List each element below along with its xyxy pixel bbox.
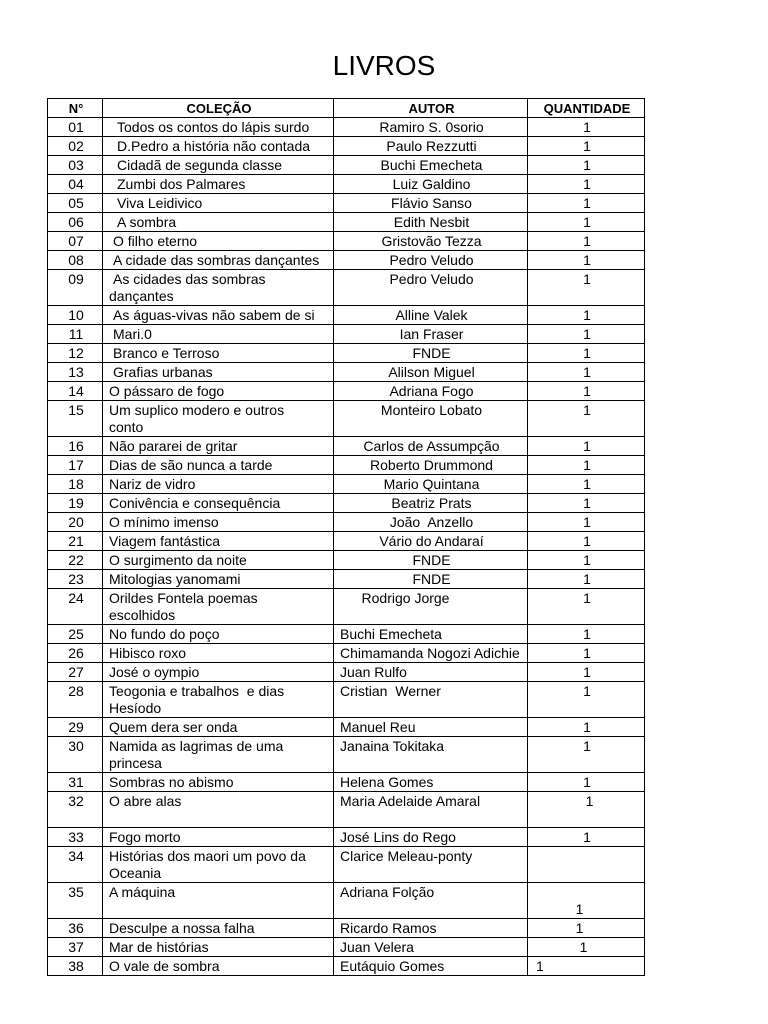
- collection-cell: [103, 306, 334, 325]
- table-row: [48, 682, 645, 718]
- quantity-cell: 1: [528, 475, 645, 494]
- table-row: [48, 325, 645, 344]
- quantity-cell: 1: [528, 570, 645, 589]
- table-row: [48, 232, 645, 251]
- quantity-cell: [528, 847, 645, 883]
- quantity-cell: 1: [528, 251, 645, 270]
- collection-title: Sombras no abismo: [109, 774, 234, 790]
- author-cell: Adriana Fogo: [334, 382, 528, 401]
- collection-title: Grafias urbanas: [113, 364, 213, 380]
- row-number: 22: [48, 551, 103, 570]
- table-row: [48, 456, 645, 475]
- collection-title: José o oympio: [109, 664, 200, 680]
- collection-cell: [103, 513, 334, 532]
- row-number: 20: [48, 513, 103, 532]
- row-number: 10: [48, 306, 103, 325]
- collection-cell: [103, 137, 334, 156]
- collection-title: O surgimento da noite: [109, 552, 247, 568]
- collection-cell: [103, 828, 334, 847]
- quantity-cell: 1: [528, 156, 645, 175]
- author-cell: Adriana Folção: [334, 883, 528, 919]
- quantity-cell: 1: [528, 270, 645, 306]
- author-cell: José Lins do Rego: [334, 828, 528, 847]
- author-cell: Gristovão Tezza: [334, 232, 528, 251]
- collection-title: Branco e Terroso: [113, 345, 220, 361]
- row-number: 29: [48, 718, 103, 737]
- collection-cell: [103, 883, 334, 919]
- author-cell: Luiz Galdino: [334, 175, 528, 194]
- author-cell: Beatriz Prats: [334, 494, 528, 513]
- collection-title: Teogonia e trabalhos e dias Hesíodo: [109, 683, 289, 716]
- row-number: 30: [48, 737, 103, 773]
- row-number: 07: [48, 232, 103, 251]
- author-cell: Paulo Rezzutti: [334, 137, 528, 156]
- row-number: 33: [48, 828, 103, 847]
- author-cell: Alline Valek: [334, 306, 528, 325]
- table-row: [48, 137, 645, 156]
- collection-cell: [103, 344, 334, 363]
- table-row: [48, 213, 645, 232]
- table-row: [48, 773, 645, 792]
- collection-title: A sombra: [117, 214, 177, 230]
- collection-title: O abre alas: [109, 793, 182, 809]
- quantity-cell: 1: [528, 919, 645, 938]
- collection-cell: [103, 270, 334, 306]
- table-row: [48, 663, 645, 682]
- collection-cell: [103, 773, 334, 792]
- quantity-cell: 1: [528, 718, 645, 737]
- table-row: [48, 570, 645, 589]
- table-row: [48, 382, 645, 401]
- quantity-cell: 1: [528, 589, 645, 625]
- quantity-cell: 1: [528, 175, 645, 194]
- table-row: [48, 625, 645, 644]
- row-number: 04: [48, 175, 103, 194]
- collection-title: Mar de histórias: [109, 939, 209, 955]
- collection-title: Hibisco roxo: [109, 645, 187, 661]
- author-cell: Flávio Sanso: [334, 194, 528, 213]
- collection-cell: [103, 737, 334, 773]
- author-cell: Mario Quintana: [334, 475, 528, 494]
- row-number: 37: [48, 938, 103, 957]
- collection-cell: [103, 118, 334, 137]
- collection-cell: [103, 232, 334, 251]
- collection-title: O vale de sombra: [109, 958, 220, 974]
- author-cell: Chimamanda Nogozi Adichie: [334, 644, 528, 663]
- author-cell: Edith Nesbit: [334, 213, 528, 232]
- collection-cell: [103, 570, 334, 589]
- collection-cell: [103, 589, 334, 625]
- quantity-cell: 1: [528, 363, 645, 382]
- collection-cell: [103, 382, 334, 401]
- quantity-cell: 1: [528, 773, 645, 792]
- author-cell: Pedro Veludo: [334, 270, 528, 306]
- collection-cell: [103, 532, 334, 551]
- table-row: [48, 957, 645, 976]
- quantity-cell: 1: [528, 118, 645, 137]
- quantity-cell: 1: [528, 325, 645, 344]
- row-number: 28: [48, 682, 103, 718]
- author-cell: Manuel Reu: [334, 718, 528, 737]
- table-header: [48, 99, 645, 118]
- author-cell: Helena Gomes: [334, 773, 528, 792]
- author-cell: Ian Fraser: [334, 325, 528, 344]
- table-row: [48, 589, 645, 625]
- author-cell: Buchi Emecheta: [334, 625, 528, 644]
- table-row: [48, 401, 645, 437]
- collection-title: Não pararei de gritar: [109, 438, 238, 454]
- collection-title: Um suplico modero e outros conto: [109, 402, 288, 435]
- header-row: [48, 99, 645, 118]
- quantity-cell: 1: [528, 382, 645, 401]
- author-cell: Buchi Emecheta: [334, 156, 528, 175]
- collection-title: A cidade das sombras dançantes: [113, 252, 320, 268]
- collection-cell: [103, 957, 334, 976]
- quantity-cell: 1: [528, 137, 645, 156]
- quantity-cell: 1: [528, 938, 645, 957]
- collection-cell: [103, 938, 334, 957]
- collection-cell: [103, 156, 334, 175]
- table-row: [48, 363, 645, 382]
- collection-cell: [103, 792, 334, 828]
- table-row: [48, 919, 645, 938]
- author-cell: FNDE: [334, 551, 528, 570]
- table-row: [48, 644, 645, 663]
- collection-title: As cidades das sombras dançantes: [109, 271, 270, 304]
- table-row: [48, 718, 645, 737]
- collection-cell: [103, 919, 334, 938]
- table-row: [48, 737, 645, 773]
- row-number: 34: [48, 847, 103, 883]
- quantity-cell: 1: [528, 532, 645, 551]
- collection-cell: [103, 663, 334, 682]
- collection-title: A máquina: [109, 884, 176, 900]
- row-number: 32: [48, 792, 103, 828]
- row-number: 26: [48, 644, 103, 663]
- quantity-cell: 1: [528, 344, 645, 363]
- table-row: [48, 847, 645, 883]
- quantity-cell: 1: [528, 401, 645, 437]
- author-cell: Alilson Miguel: [334, 363, 528, 382]
- header-quantity: QUANTIDADE: [528, 99, 645, 118]
- row-number: 12: [48, 344, 103, 363]
- collection-title: Quem dera ser onda: [109, 719, 238, 735]
- collection-cell: [103, 682, 334, 718]
- author-cell: Clarice Meleau-ponty: [334, 847, 528, 883]
- row-number: 27: [48, 663, 103, 682]
- row-number: 21: [48, 532, 103, 551]
- row-number: 24: [48, 589, 103, 625]
- table-row: [48, 270, 645, 306]
- author-cell: FNDE: [334, 344, 528, 363]
- author-cell: Cristian Werner: [334, 682, 528, 718]
- table-row: [48, 938, 645, 957]
- collection-cell: [103, 437, 334, 456]
- collection-title: As águas-vivas não sabem de si: [113, 307, 315, 323]
- row-number: 15: [48, 401, 103, 437]
- collection-cell: [103, 456, 334, 475]
- quantity-cell: 1: [528, 213, 645, 232]
- quantity-cell: 1: [528, 551, 645, 570]
- quantity-cell: 1: [528, 957, 645, 976]
- table-row: [48, 251, 645, 270]
- quantity-cell: 1: [528, 232, 645, 251]
- collection-title: O filho eterno: [113, 233, 198, 249]
- row-number: 36: [48, 919, 103, 938]
- row-number: 25: [48, 625, 103, 644]
- table-row: [48, 792, 645, 828]
- row-number: 09: [48, 270, 103, 306]
- table-row: [48, 175, 645, 194]
- collection-title: Mitologias yanomami: [109, 571, 241, 587]
- author-cell: Juan Rulfo: [334, 663, 528, 682]
- quantity-cell: 1: [528, 494, 645, 513]
- collection-title: Desculpe a nossa falha: [109, 920, 255, 936]
- author-cell: Pedro Veludo: [334, 251, 528, 270]
- table-row: [48, 475, 645, 494]
- collection-title: Fogo morto: [109, 829, 181, 845]
- collection-title: D.Pedro a história não contada: [117, 138, 311, 154]
- quantity-cell: 1: [528, 828, 645, 847]
- collection-cell: [103, 847, 334, 883]
- collection-cell: [103, 325, 334, 344]
- books-table: [47, 98, 645, 976]
- row-number: 14: [48, 382, 103, 401]
- collection-title: Viva Leidivico: [117, 195, 203, 211]
- row-number: 03: [48, 156, 103, 175]
- author-cell: Ramiro S. 0sorio: [334, 118, 528, 137]
- table-row: [48, 437, 645, 456]
- table-body: [48, 118, 645, 976]
- table-row: [48, 513, 645, 532]
- table-row: [48, 344, 645, 363]
- author-cell: Carlos de Assumpção: [334, 437, 528, 456]
- quantity-cell: 1: [528, 644, 645, 663]
- quantity-cell: 1: [528, 513, 645, 532]
- collection-cell: [103, 718, 334, 737]
- quantity-cell: 1: [528, 883, 645, 919]
- quantity-cell: 1: [528, 737, 645, 773]
- collection-cell: [103, 363, 334, 382]
- table-row: [48, 532, 645, 551]
- header-number: N°: [48, 99, 103, 118]
- collection-title: Mari.0: [113, 326, 152, 342]
- header-author: AUTOR: [334, 99, 528, 118]
- author-cell: Monteiro Lobato: [334, 401, 528, 437]
- table-row: [48, 883, 645, 919]
- author-cell: Juan Velera: [334, 938, 528, 957]
- row-number: 19: [48, 494, 103, 513]
- author-cell: Eutáquio Gomes: [334, 957, 528, 976]
- page-title: LIVROS: [332, 50, 436, 81]
- collection-title: Orildes Fontela poemas escolhidos: [109, 590, 262, 623]
- collection-title: Cidadã de segunda classe: [117, 157, 283, 173]
- collection-cell: [103, 251, 334, 270]
- row-number: 18: [48, 475, 103, 494]
- row-number: 16: [48, 437, 103, 456]
- quantity-cell: 1: [528, 682, 645, 718]
- collection-title: Todos os contos do lápis surdo: [117, 119, 310, 135]
- author-cell: Maria Adelaide Amaral: [334, 792, 528, 828]
- collection-title: Dias de são nunca a tarde: [109, 457, 273, 473]
- quantity-cell: 1: [528, 663, 645, 682]
- collection-title: No fundo do poço: [109, 626, 220, 642]
- row-number: 06: [48, 213, 103, 232]
- table-row: [48, 551, 645, 570]
- collection-cell: [103, 213, 334, 232]
- collection-title: O pássaro de fogo: [109, 383, 225, 399]
- header-collection: COLEÇÃO: [103, 99, 334, 118]
- row-number: 05: [48, 194, 103, 213]
- row-number: 08: [48, 251, 103, 270]
- row-number: 31: [48, 773, 103, 792]
- quantity-cell: 1: [528, 792, 645, 828]
- collection-cell: [103, 551, 334, 570]
- row-number: 35: [48, 883, 103, 919]
- collection-cell: [103, 644, 334, 663]
- row-number: 38: [48, 957, 103, 976]
- row-number: 02: [48, 137, 103, 156]
- collection-title: Conivência e consequência: [109, 495, 281, 511]
- author-cell: Vário do Andaraí: [334, 532, 528, 551]
- table-row: [48, 194, 645, 213]
- collection-title: Namida as lagrimas de uma princesa: [109, 738, 288, 771]
- row-number: 01: [48, 118, 103, 137]
- collection-cell: [103, 625, 334, 644]
- author-cell: FNDE: [334, 570, 528, 589]
- author-cell: Janaina Tokitaka: [334, 737, 528, 773]
- row-number: 11: [48, 325, 103, 344]
- quantity-cell: 1: [528, 437, 645, 456]
- table-row: [48, 306, 645, 325]
- row-number: 13: [48, 363, 103, 382]
- collection-title: O mínimo imenso: [109, 514, 219, 530]
- collection-cell: [103, 475, 334, 494]
- quantity-cell: 1: [528, 306, 645, 325]
- quantity-cell: 1: [528, 456, 645, 475]
- quantity-cell: 1: [528, 625, 645, 644]
- table-row: [48, 494, 645, 513]
- collection-title: Nariz de vidro: [109, 476, 196, 492]
- author-cell: João Anzello: [334, 513, 528, 532]
- collection-title: Zumbi dos Palmares: [117, 176, 246, 192]
- collection-cell: [103, 194, 334, 213]
- quantity-cell: 1: [528, 194, 645, 213]
- table-row: [48, 156, 645, 175]
- table-row: [48, 118, 645, 137]
- author-cell: Roberto Drummond: [334, 456, 528, 475]
- collection-cell: [103, 494, 334, 513]
- author-cell: Rodrigo Jorge: [334, 589, 528, 625]
- collection-cell: [103, 175, 334, 194]
- collection-title: Histórias dos maori um povo da Oceania: [109, 848, 310, 881]
- collection-title: Viagem fantástica: [109, 533, 221, 549]
- author-cell: Ricardo Ramos: [334, 919, 528, 938]
- row-number: 23: [48, 570, 103, 589]
- table-row: [48, 828, 645, 847]
- row-number: 17: [48, 456, 103, 475]
- collection-cell: [103, 401, 334, 437]
